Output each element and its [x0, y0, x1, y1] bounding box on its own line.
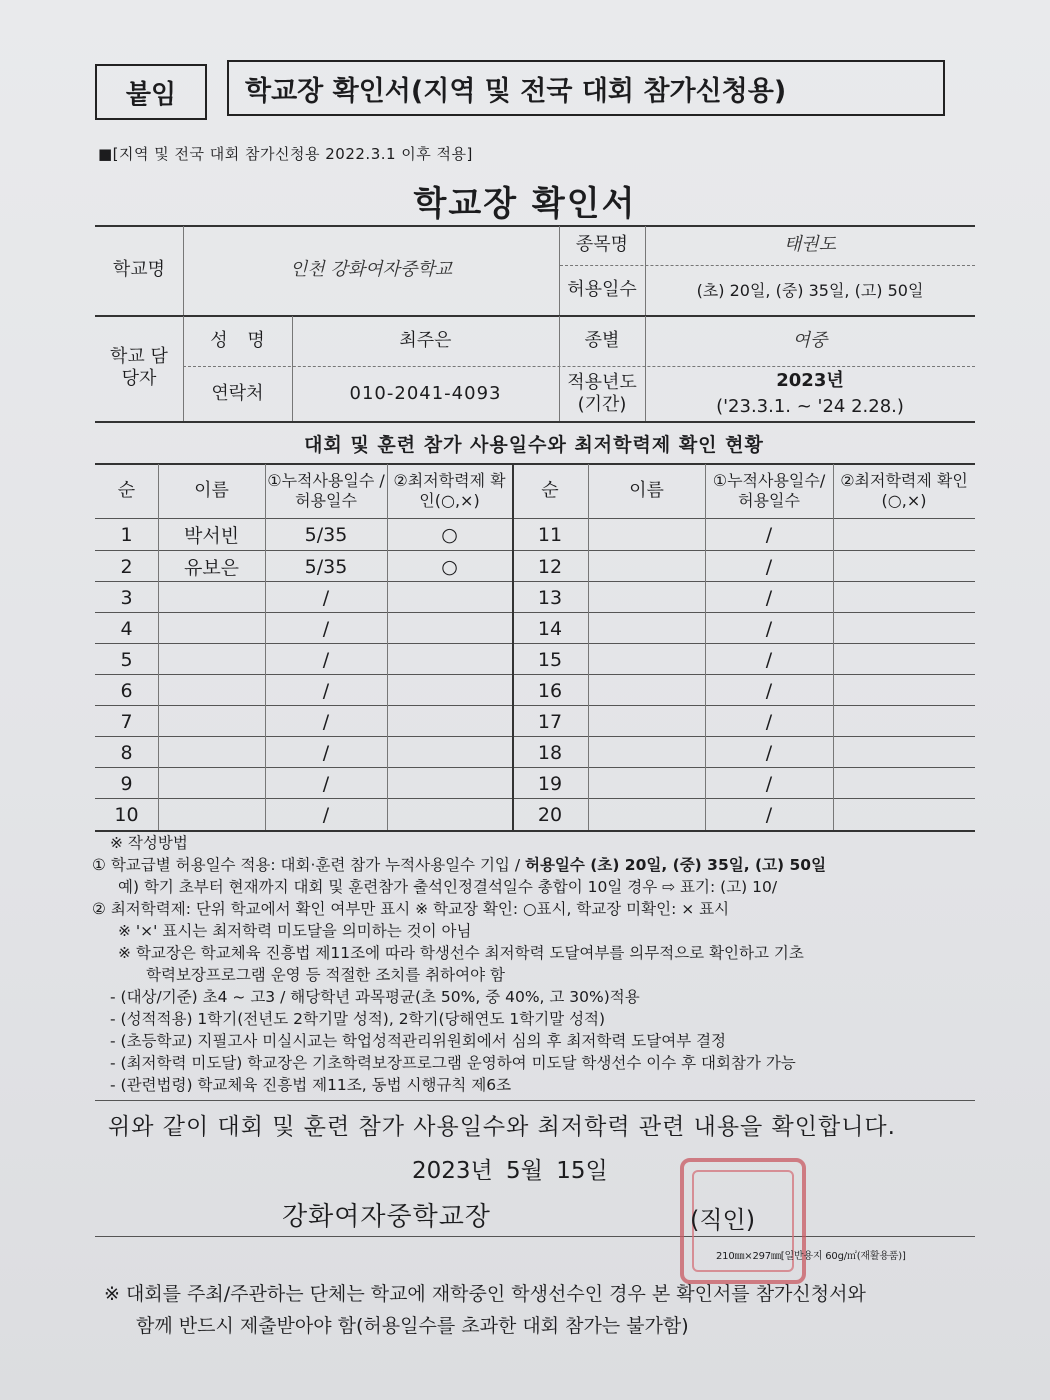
- contact-value: 010-2041-4093: [349, 382, 502, 404]
- row-name: [158, 737, 265, 768]
- row-no: 14: [537, 617, 563, 640]
- seal-label: (직인): [690, 1206, 756, 1234]
- row-days: /: [765, 679, 773, 702]
- note-2: ② 최저학력제: 단위 학교에서 확인 여부만 표시 ※ 학교장 확인: ○표시, 학교장 미확인: × 표시: [92, 900, 730, 918]
- detail-4: - (최저학력 미도달) 학교장은 기초학력보장프로그램 운영하여 미도달 학생선수 이수 후 대회참가 가능: [110, 1054, 796, 1072]
- category-value: 여중: [792, 329, 828, 351]
- period-value: ('23.3.1. ~ '24 2.28.): [716, 395, 904, 417]
- row-no: 19: [537, 772, 563, 795]
- row-check: [833, 644, 975, 675]
- row-days: /: [765, 803, 773, 826]
- paper-spec-note: 210㎜×297㎜[일반용지 60g/㎡(재활용품)]: [716, 1251, 906, 1262]
- header-check-right: ②최저학력제 확인(○,×): [840, 471, 968, 510]
- page-title: 학교장 확인서: [413, 184, 637, 224]
- row-no: 20: [537, 803, 563, 826]
- principal-name: 강화여자중학교장: [282, 1202, 491, 1232]
- row-name: [158, 644, 265, 675]
- row-name: [158, 799, 265, 830]
- header-name-right: 이름: [629, 479, 664, 501]
- row-name: [588, 582, 705, 613]
- note-1-allowed-days: 허용일수 (초) 20일, (중) 35일, (고) 50일: [524, 856, 827, 874]
- row-days: /: [765, 741, 773, 764]
- row-days: /: [322, 803, 330, 826]
- row-days: /: [765, 555, 773, 578]
- row-no: 15: [537, 648, 563, 671]
- row-no: 1: [120, 523, 133, 546]
- allowed-days-value: (초) 20일, (중) 35일, (고) 50일: [696, 280, 924, 300]
- category-label: 종별: [584, 329, 620, 351]
- row-name: [588, 644, 705, 675]
- row-name: [588, 799, 705, 830]
- row-days: /: [765, 617, 773, 640]
- footer-line-1: ※ 대회를 주최/주관하는 단체는 학교에 재학중인 학생선수인 경우 본 확인서를 참가신청서와: [104, 1283, 866, 1305]
- row-check: [833, 613, 975, 644]
- detail-5: - (관련법령) 학교체육 진흥법 제11조, 동법 시행규칙 제6조: [110, 1076, 512, 1094]
- row-no: 6: [120, 679, 133, 702]
- row-days: /: [765, 586, 773, 609]
- row-days: /: [765, 523, 773, 546]
- row-no: 13: [537, 586, 563, 609]
- row-days: 5/35: [304, 523, 348, 546]
- confirmation-statement: 위와 같이 대회 및 훈련 참가 사용일수와 최저학력 관련 내용을 확인합니다.: [108, 1114, 896, 1140]
- sport-label: 종목명: [575, 234, 629, 256]
- header-check-left: ②최저학력제 확인(○,×): [393, 471, 506, 510]
- sport-value: 태권도: [783, 234, 837, 256]
- row-name: [588, 551, 705, 582]
- notice-line: ■[지역 및 전국 대회 참가신청용 2022.3.1 이후 적용]: [98, 145, 473, 163]
- row-days: /: [322, 586, 330, 609]
- row-days: /: [322, 741, 330, 764]
- row-check: [387, 768, 512, 799]
- footer-note: [104, 1278, 866, 1342]
- row-no: 8: [120, 741, 133, 764]
- header-days-left: ①누적사용일수 /허용일수: [267, 471, 385, 510]
- row-check: [387, 675, 512, 706]
- row-no: 3: [120, 586, 133, 609]
- row-name: [158, 613, 265, 644]
- row-check: [387, 737, 512, 768]
- row-days: /: [765, 772, 773, 795]
- year-label: 적용년도 (기간): [567, 371, 637, 415]
- row-name: [158, 706, 265, 737]
- name-label: 성 명: [210, 329, 265, 351]
- contact-label: 연락처: [211, 382, 264, 404]
- header-no-right: 순: [541, 479, 559, 501]
- footer-line-2: 함께 반드시 제출받아야 함(허용일수를 초과한 대회 참가는 불가함): [136, 1315, 689, 1337]
- notes-heading: ※ 작성방법: [110, 834, 188, 852]
- row-no: 17: [537, 710, 563, 733]
- row-check: [387, 706, 512, 737]
- row-days: /: [322, 679, 330, 702]
- row-check: [833, 799, 975, 830]
- row-name: [588, 768, 705, 799]
- row-days: /: [765, 710, 773, 733]
- note-4-cont: 학력보장프로그램 운영 등 적절한 조치를 취하여야 함: [146, 966, 505, 984]
- detail-3: - (초등학교) 지필고사 미실시교는 학업성적관리위원회에서 심의 후 최저학력 도달여부 결정: [110, 1032, 727, 1050]
- row-name: [588, 519, 705, 550]
- row-check: ○: [441, 555, 458, 578]
- school-label: 학교명: [112, 259, 166, 281]
- row-days: /: [322, 617, 330, 640]
- name-value: 최주은: [399, 329, 452, 351]
- detail-2: - (성적적용) 1학기(전년도 2학기말 성적), 2학기(당해연도 1학기말 성적): [110, 1010, 606, 1028]
- row-no: 16: [537, 679, 563, 702]
- row-check: [833, 768, 975, 799]
- note-1: ① 학교급별 허용일수 적용: 대회·훈련 참가 누적사용일수 기입 /: [92, 856, 525, 874]
- row-name: [588, 613, 705, 644]
- row-check: [833, 551, 975, 582]
- row-days: /: [322, 710, 330, 733]
- row-no: 5: [120, 648, 133, 671]
- school-value: 인천 강화여자중학교: [289, 259, 453, 281]
- header-days-right: ①누적사용일수/ 허용일수: [712, 471, 826, 510]
- row-name: [158, 768, 265, 799]
- row-days: 5/35: [304, 555, 348, 578]
- row-check: [387, 582, 512, 613]
- row-check: [833, 582, 975, 613]
- row-name: 박서빈: [183, 525, 240, 547]
- row-check: [833, 706, 975, 737]
- header-title: 학교장 확인서(지역 및 전국 대회 참가신청용): [227, 60, 945, 116]
- note-3: ※ '×' 표시는 최저학력 미도달을 의미하는 것이 아님: [118, 922, 472, 940]
- row-name: 유보은: [183, 557, 240, 579]
- row-no: 7: [120, 710, 133, 733]
- row-name: [158, 582, 265, 613]
- row-no: 12: [537, 555, 563, 578]
- year-value: 2023년: [776, 369, 844, 391]
- row-name: [588, 737, 705, 768]
- row-check: [387, 644, 512, 675]
- header-no-left: 순: [117, 479, 136, 501]
- row-no: 4: [120, 617, 133, 640]
- row-name: [158, 675, 265, 706]
- note-1-example: 예) 학기 초부터 현재까지 대회 및 훈련참가 출석인정결석일수 총합이 10일 경우 ⇨ 표기: (고) 10/: [118, 878, 778, 896]
- table-title: 대회 및 훈련 참가 사용일수와 최저학력제 확인 현황: [304, 434, 764, 456]
- writing-instructions: [92, 832, 982, 1096]
- row-check: [833, 675, 975, 706]
- row-check: [387, 799, 512, 830]
- row-name: [588, 706, 705, 737]
- row-days: /: [322, 648, 330, 671]
- note-4: ※ 학교장은 학교체육 진흥법 제11조에 따라 학생선수 최저학력 도달여부를 의무적으로 확인하고 기초: [118, 944, 804, 962]
- row-check: [833, 737, 975, 768]
- row-days: /: [322, 772, 330, 795]
- row-no: 10: [114, 803, 139, 826]
- row-no: 2: [120, 555, 133, 578]
- allowed-days-label: 허용일수: [567, 279, 637, 301]
- issue-date: 2023년 5월 15일: [412, 1158, 608, 1184]
- staff-label: 학교 담당자: [110, 345, 168, 389]
- header-name-left: 이름: [194, 479, 229, 501]
- row-days: /: [765, 648, 773, 671]
- row-no: 18: [537, 741, 563, 764]
- attachment-label: 붙임: [95, 64, 207, 120]
- row-no: 9: [120, 772, 133, 795]
- row-check: [387, 613, 512, 644]
- row-check: [833, 519, 975, 550]
- row-name: [588, 675, 705, 706]
- row-no: 11: [537, 523, 563, 546]
- detail-1: - (대상/기준) 초4 ~ 고3 / 해당학년 과목평균(초 50%, 중 40%, 고 30%)적용: [110, 988, 640, 1006]
- row-check: ○: [441, 523, 458, 546]
